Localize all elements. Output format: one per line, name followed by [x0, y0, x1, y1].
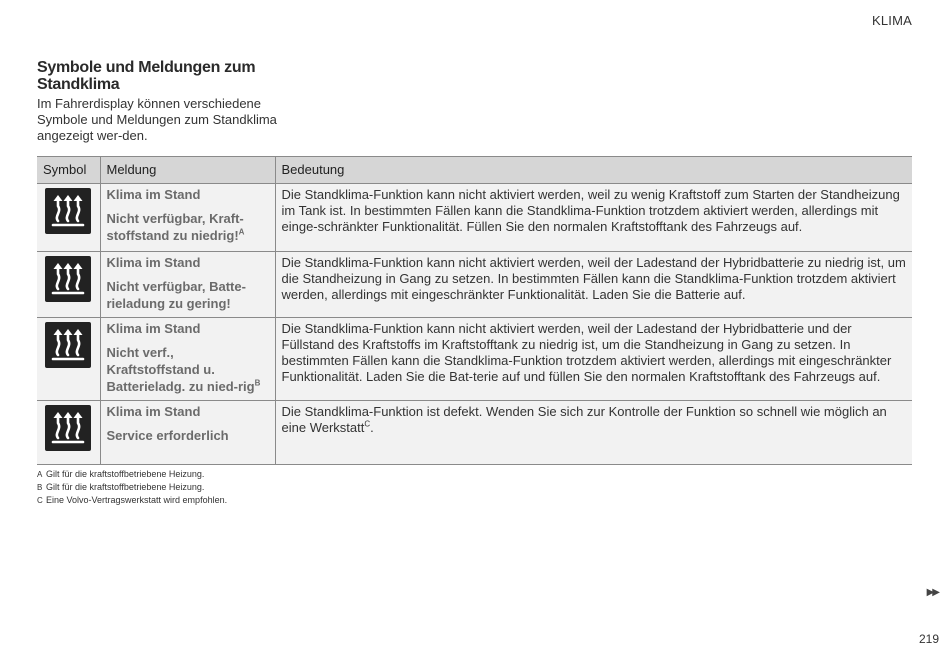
- footnote-mark: A: [37, 470, 43, 479]
- message-title: Klima im Stand: [106, 187, 201, 202]
- table-row: [37, 318, 912, 401]
- symbol-cell: [37, 184, 100, 252]
- page-number: 219: [918, 632, 939, 646]
- footnote-mark: B: [37, 483, 43, 492]
- symbol-cell: [37, 401, 100, 465]
- section-title: KLIMA: [871, 13, 912, 28]
- message-title: Klima im Stand: [106, 404, 201, 419]
- heat-waves-icon: [45, 322, 91, 368]
- footnote-text: Gilt für die kraftstoffbetriebene Heizung.: [46, 469, 205, 479]
- footnote: [37, 481, 437, 494]
- heat-waves-icon: [45, 188, 91, 234]
- footnote: [37, 494, 437, 507]
- message-cell: [100, 318, 275, 401]
- meaning-cell: Die Standklima-Funktion kann nicht aktiviert werden, weil zu wenig Kraftstoff zum Starten der Standheizung im Tank ist. In bestimmten Fällen kann die Standklima-Funktion trotzdem aktiviert werden, allerdings mit einge-schränkter Funktionalität. Füllen Sie den normalen Kraftstofftank des Fahrzeugs auf.: [275, 184, 912, 252]
- heading-line-2: Standklima: [37, 76, 120, 93]
- message-text: Nicht verfügbar, Batte-rieladung zu gering!: [106, 279, 246, 311]
- footnote: [37, 468, 437, 481]
- message-text: Nicht verf., Kraftstoffstand u. Batterieladg. zu nied-rig$^B$: [106, 345, 261, 394]
- footnote-reference: B: [254, 378, 261, 388]
- footnotes: [37, 468, 437, 507]
- table-row: [37, 184, 912, 252]
- footnote-reference: C: [364, 419, 371, 429]
- symbol-cell: [37, 318, 100, 401]
- meaning-cell: Die Standklima-Funktion kann nicht aktiviert werden, weil der Ladestand der Hybridbatterie zu niedrig ist, um die Standheizung in Gang zu setzen. In bestimmten Fällen kann die Standklima-Funktion trotzdem aktiviert werden, allerdings mit eingeschränkter Funktionalität. Laden Sie die Batterie auf.: [275, 252, 912, 318]
- page-heading: [37, 59, 307, 93]
- next-page-arrows-icon: ▶▶: [926, 587, 938, 598]
- message-cell: [100, 184, 275, 252]
- message-title: Klima im Stand: [106, 255, 201, 270]
- message-cell: [100, 252, 275, 318]
- footnote-text: Gilt für die kraftstoffbetriebene Heizung.: [46, 482, 205, 492]
- message-text: Nicht verfügbar, Kraft-stoffstand zu niedrig!$^A$: [106, 211, 245, 243]
- table-row: [37, 252, 912, 318]
- table-row: [37, 401, 912, 465]
- symbol-cell: [37, 252, 100, 318]
- heat-waves-icon: [45, 405, 91, 451]
- intro-paragraph: Im Fahrerdisplay können verschiedene Symbole und Meldungen zum Standklima angezeigt wer-den.: [37, 96, 277, 143]
- column-header-symbol: Symbol: [37, 157, 100, 184]
- symbols-messages-table: [37, 156, 912, 465]
- footnote-reference: A: [238, 227, 245, 237]
- heat-waves-icon: [45, 256, 91, 302]
- heading-line-1: Symbole und Meldungen zum: [37, 59, 256, 76]
- message-cell: [100, 401, 275, 465]
- message-text: Service erforderlich: [106, 428, 229, 443]
- meaning-cell: Die Standklima-Funktion kann nicht aktiviert werden, weil der Ladestand der Hybridbatterie und der Füllstand des Kraftstoffs im Kraftstofftank zu niedrig ist, um die Standheizung in Gang zu setzen. In bestimmten Fällen kann die Standklima-Funktion trotzdem aktiviert werden, allerdings mit eingeschränkter Funktionalität. Laden Sie die Bat-terie auf und füllen Sie den normalen Kraftstofftank des Fahrzeugs auf.: [275, 318, 912, 401]
- column-header-message: Meldung: [100, 157, 275, 184]
- meaning-cell: Die Standklima-Funktion ist defekt. Wenden Sie sich zur Kontrolle der Funktion so schnell wie möglich an eine Werkstatt$^C$.: [275, 401, 912, 465]
- table-header-row: [37, 157, 912, 184]
- footnote-mark: C: [37, 496, 43, 505]
- footnote-text: Eine Volvo-Vertragswerkstatt wird empfohlen.: [46, 495, 228, 505]
- message-title: Klima im Stand: [106, 321, 201, 336]
- column-header-meaning: Bedeutung: [275, 157, 912, 184]
